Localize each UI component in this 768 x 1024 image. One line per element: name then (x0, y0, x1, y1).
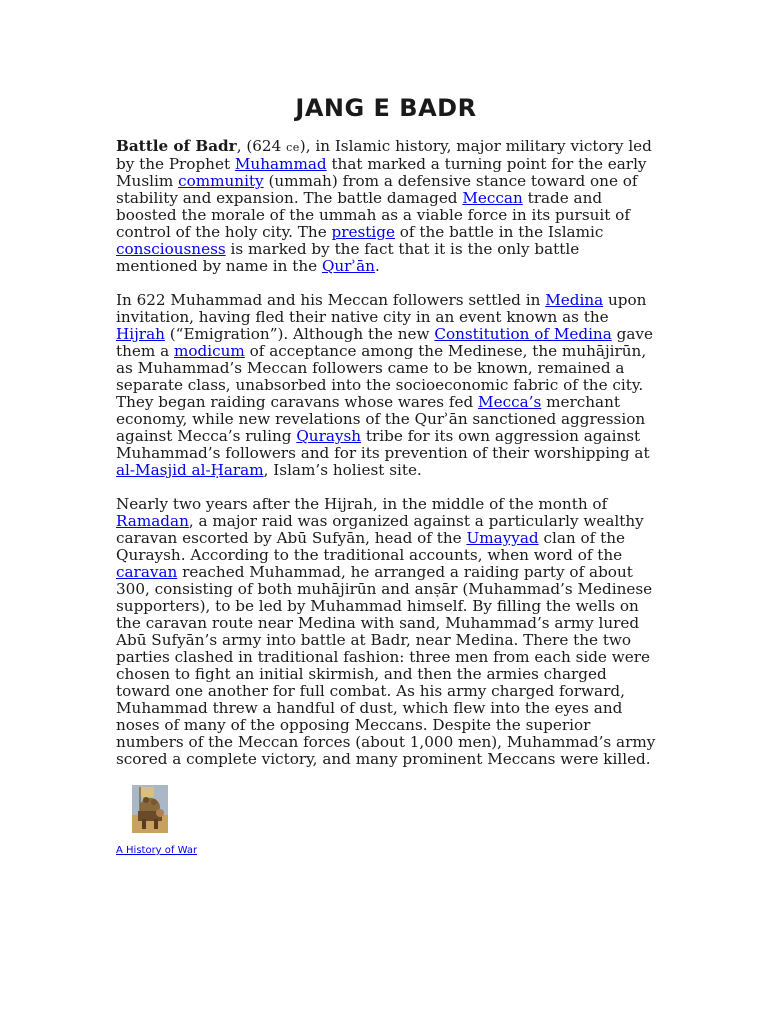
link-umayyad[interactable]: Umayyad (466, 529, 539, 547)
link-caravan[interactable]: caravan (116, 563, 178, 581)
figure-caption-link[interactable]: A History of War (116, 845, 198, 856)
link-prestige[interactable]: prestige (331, 223, 395, 241)
paragraph-hijrah: In 622 Muhammad and his Meccan followers settled in Medina upon invitation, having fled their native city in an event known as the Hijrah (“Emigration”). Although the new Constitution of Medina gave them a modicum of acceptance among the Medinese, the muhājirūn, as Muhammad’s Meccan followers came to be known, remained a separate class, unabsorbed into the socioeconomic fabric of the city. They began raiding caravans whose wares fed Mecca’s merchant economy, while new revelations of the Qurʾān sanctioned aggression against Mecca’s ruling Quraysh tribe for its own aggression against Muhammad’s followers and for its prevention of their worshipping at al-Masjid al-Ḥaram, Islam’s holiest site. (116, 291, 653, 479)
link-community[interactable]: community (178, 172, 264, 190)
battle-thumbnail-image[interactable] (132, 785, 168, 833)
article (116, 94, 656, 857)
link-consciousness[interactable]: consciousness (116, 240, 226, 258)
link-quran[interactable]: Qurʾān (321, 257, 375, 275)
link-modicum[interactable]: modicum (173, 342, 245, 360)
link-al-masjid-al-haram[interactable]: al-Masjid al-Ḥaram (116, 461, 264, 479)
battle-name: Battle of Badr (116, 137, 237, 155)
paragraph-battle: Nearly two years after the Hijrah, in the middle of the month of Ramadan, a major raid was organized against a particularly wealthy caravan escorted by Abū Sufyān, head of the Umayyad clan of the Quraysh. According to the traditional accounts, when word of the caravan reached Muhammad, he arranged a raiding party of about 300, consisting of both muhājirūn and anṣār (Muhammad’s Medinese supporters), to be led by Muhammad himself. By filling the wells on the caravan route near Medina with sand, Muhammad’s army lured Abū Sufyān’s army into battle at Badr, near Medina. There the two parties clashed in traditional fashion: three men from each side were chosen to fight an initial skirmish, and then the armies charged toward one another for full combat. As his army charged forward, Muhammad threw a handful of dust, which flew into the eyes and noses of many of the opposing Meccans. Despite the superior numbers of the Meccan forces (about 1,000 men), Muhammad’s army scored a complete victory, and many prominent Meccans were killed. (116, 495, 656, 768)
figure (116, 785, 656, 833)
link-meccas[interactable]: Mecca’s (478, 393, 542, 411)
page-title: JANG E BADR (295, 94, 477, 122)
link-quraysh[interactable]: Quraysh (296, 427, 362, 445)
link-meccan[interactable]: Meccan (462, 189, 523, 207)
link-muhammad[interactable]: Muhammad (234, 155, 327, 173)
link-ramadan[interactable]: Ramadan (116, 512, 189, 530)
paragraph-intro: Battle of Badr, (624 ce), in Islamic history, major military victory led by the Prophet Muhammad that marked a turning point for the early Muslim community (ummah) from a defensive stance toward one of stability and expansion. The battle damaged Meccan trade and boosted the morale of the ummah as a viable force in its pursuit of control of the holy city. The prestige of the battle in the Islamic consciousness is marked by the fact that it is the only battle mentioned by name in the Qurʾān. (116, 137, 652, 275)
link-medina[interactable]: Medina (545, 291, 604, 309)
link-hijrah[interactable]: Hijrah (116, 325, 165, 343)
link-constitution-of-medina[interactable]: Constitution of Medina (434, 325, 612, 343)
era-label: ce (286, 141, 300, 154)
